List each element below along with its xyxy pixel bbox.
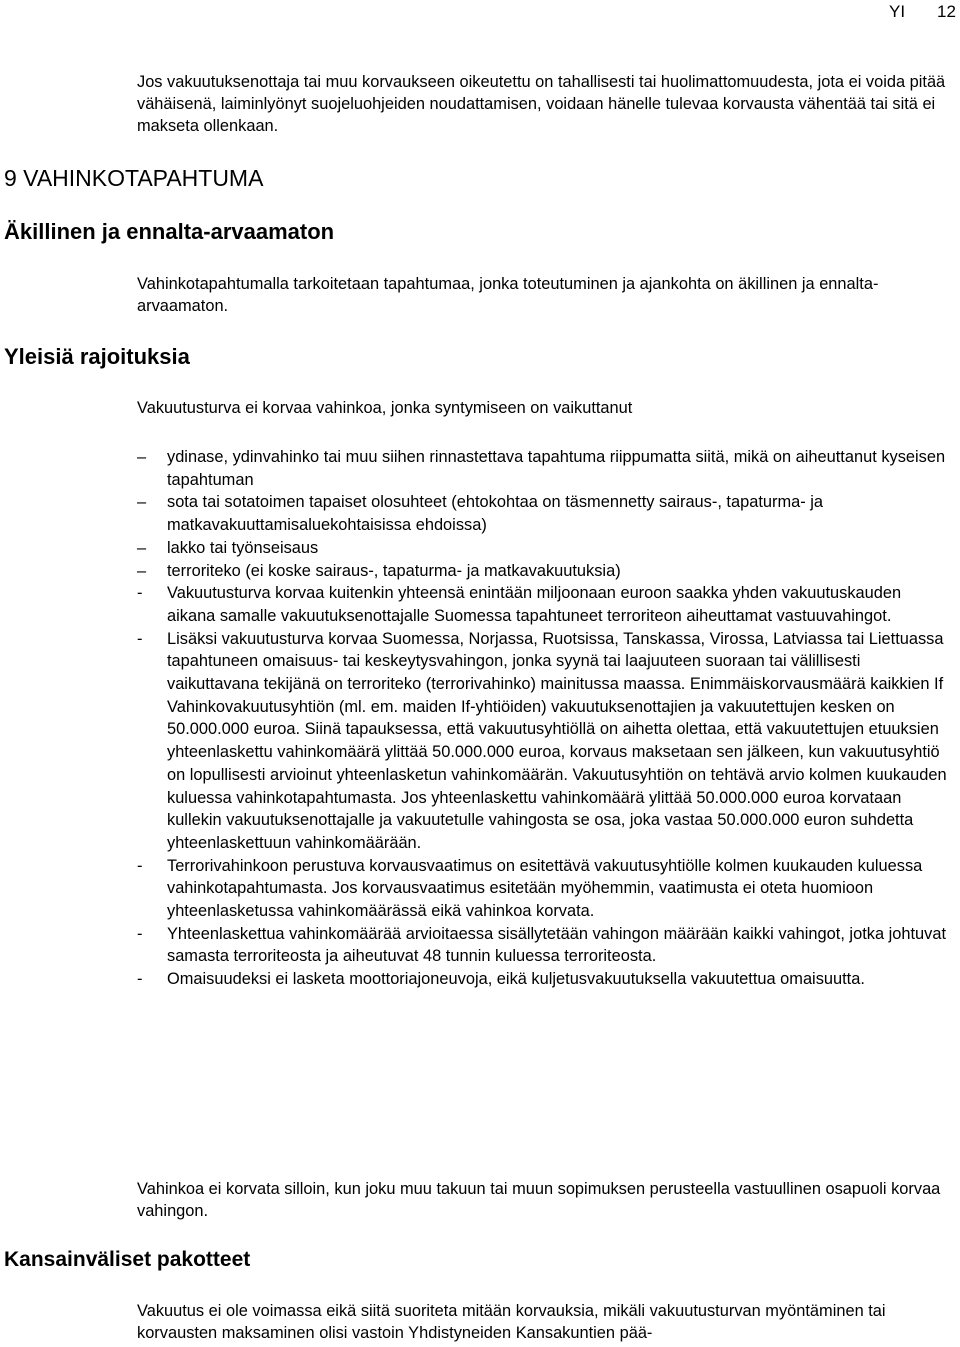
list-dash: - <box>137 970 143 989</box>
list-dash: – <box>137 561 147 580</box>
limits-intro: Vakuutusturva ei korvaa vahinkoa, jonka syntymiseen on vaikuttanut <box>137 399 633 417</box>
list-dash: - <box>137 584 143 603</box>
sudden-definition: Vahinkotapahtumalla tarkoitetaan tapahtumaa, jonka toteutuminen ja ajankohta on äkillinen ja ennalta-arvaamaton. <box>137 275 879 315</box>
list-item-text: Omaisuudeksi ei lasketa moottoriajoneuvoja, eikä kuljetusvakuutuksella vakuutettua omaisuutta. <box>167 970 865 989</box>
list-dash: - <box>137 856 143 875</box>
sanctions-text: Vakuutus ei ole voimassa eikä siitä suoriteta mitään korvauksia, mikäli vakuutusturvan myöntäminen tai korvausten maksaminen olisi vastoin Yhdistyneiden Kansakuntien pää- <box>137 1302 886 1342</box>
list-item-text: Yhteenlaskettua vahinkomäärää arvioitaessa sisällytetään vahingon määrään kaikki vahingot, jotka johtuvat samasta terroriteosta ja aiheutuvat 48 tunnin kuluessa terroriteosta. <box>167 924 947 966</box>
subheading-sudden: Äkillinen ja ennalta-arvaamaton <box>4 219 335 244</box>
list-dash: – <box>137 448 147 466</box>
page-number: 12 <box>937 2 956 21</box>
list-item <box>137 628 952 855</box>
list-dash: - <box>137 924 143 943</box>
list-dash: – <box>137 538 147 557</box>
list-item <box>137 446 952 491</box>
document-code: YI <box>889 2 906 21</box>
list-item-text: lakko tai työnseisaus <box>167 538 319 557</box>
limitations-list <box>137 446 952 991</box>
list-item <box>137 537 952 560</box>
list-item <box>137 855 952 923</box>
list-item-text: sota tai sotatoimen tapaiset olosuhteet (ehtokohtaa on täsmennetty sairaus-, tapaturma- ja matkavakuuttamisaluekohtaisissa ehdoissa) <box>167 493 824 535</box>
list-item <box>137 968 952 991</box>
list-item <box>137 491 952 536</box>
list-dash: – <box>137 493 147 512</box>
list-item <box>137 560 952 583</box>
subheading-sanctions: Kansainväliset pakotteet <box>4 1248 251 1271</box>
limits-closing: Vahinkoa ei korvata silloin, kun joku muu takuun tai muun sopimuksen perusteella vastuullinen osapuoli korvaa vahingon. <box>137 1180 941 1220</box>
list-item-text: Lisäksi vakuutusturva korvaa Suomessa, Norjassa, Ruotsissa, Tanskassa, Virossa, Latviassa tai Liettuassa tapahtuneen omaisuus- tai keskeytysvahingon, jonka syynä tai laajuuteen suoraan tai välillisesti vaikuttavana tekijänä on terroriteko (terrorivahinko) mainitussa maassa. Enimmäiskorvausmäärä kaikkien If Vahinkovakuutusyhtiön (ml. em. maiden If-yhtiöiden) vakuutuksenottajien ja vakuutettujen kesken on 50.000.000 euroa. Siinä tapauksessa, että vakuutusyhtiöllä on aihetta olettaa, että vakuutettujen etuuksien yhteenlaskettu vahinkomäärä ylittää 50.000.000 euroa, korvaus maksetaan sen jälkeen, kun vakuutusyhtiö on lopullisesti arvioinut yhteenlasketun vahinkomäärän. Vakuutusyhtiön on tehtävä arvio kolmen kuukauden kuluessa vahinkotapahtumasta. Jos yhteenlaskettu vahinkomäärä ylittää 50.000.000 euroa korvataan kullekin vakuutuksenottajalle ja vakuutetulle vahingosta se osa, joka vastaa 50.000.000 euron suhdetta yhteenlaskettuun vahinkomäärään. <box>167 629 947 852</box>
subheading-limits: Yleisiä rajoituksia <box>4 344 190 369</box>
list-item-text: terroriteko (ei koske sairaus-, tapaturma- ja matkavakuutuksia) <box>167 561 621 580</box>
list-item <box>137 923 952 968</box>
section-heading: 9 VAHINKOTAPAHTUMA <box>4 165 264 191</box>
list-item-text: Terrorivahinkoon perustuva korvausvaatimus on esitettävä vakuutusyhtiölle kolmen kuukauden kuluessa vahinkotapahtumasta. Jos korvausvaatimus esitetään myöhemmin, vaatimusta ei oteta huomioon yhteenlasketussa vahinkomäärässä eikä vahinkoa korvata. <box>167 856 923 921</box>
list-item-text: Vakuutusturva korvaa kuitenkin yhteensä enintään miljoonaan euroon saakka yhden vakuutuskauden aikana samalle vakuutuksenottajalle Suomessa tapahtuneet terroriteon aiheuttamat vastuuvahingot. <box>167 584 902 625</box>
list-item <box>137 582 952 627</box>
list-dash: - <box>137 629 143 648</box>
intro-paragraph: Jos vakuutuksenottaja tai muu korvaukseen oikeutettu on tahallisesti tai huolimattomuudesta, jota ei voida pitää vähäisenä, laiminlyönyt suojeluohjeiden noudattamisen, voidaan hänelle tulevaa korvausta vähentää tai sitä ei makseta ollenkaan. <box>137 73 946 135</box>
list-item-text: ydinase, ydinvahinko tai muu siihen rinnastettava tapahtuma riippumatta siitä, mikä on aiheuttanut kyseisen tapahtuman <box>167 448 946 489</box>
